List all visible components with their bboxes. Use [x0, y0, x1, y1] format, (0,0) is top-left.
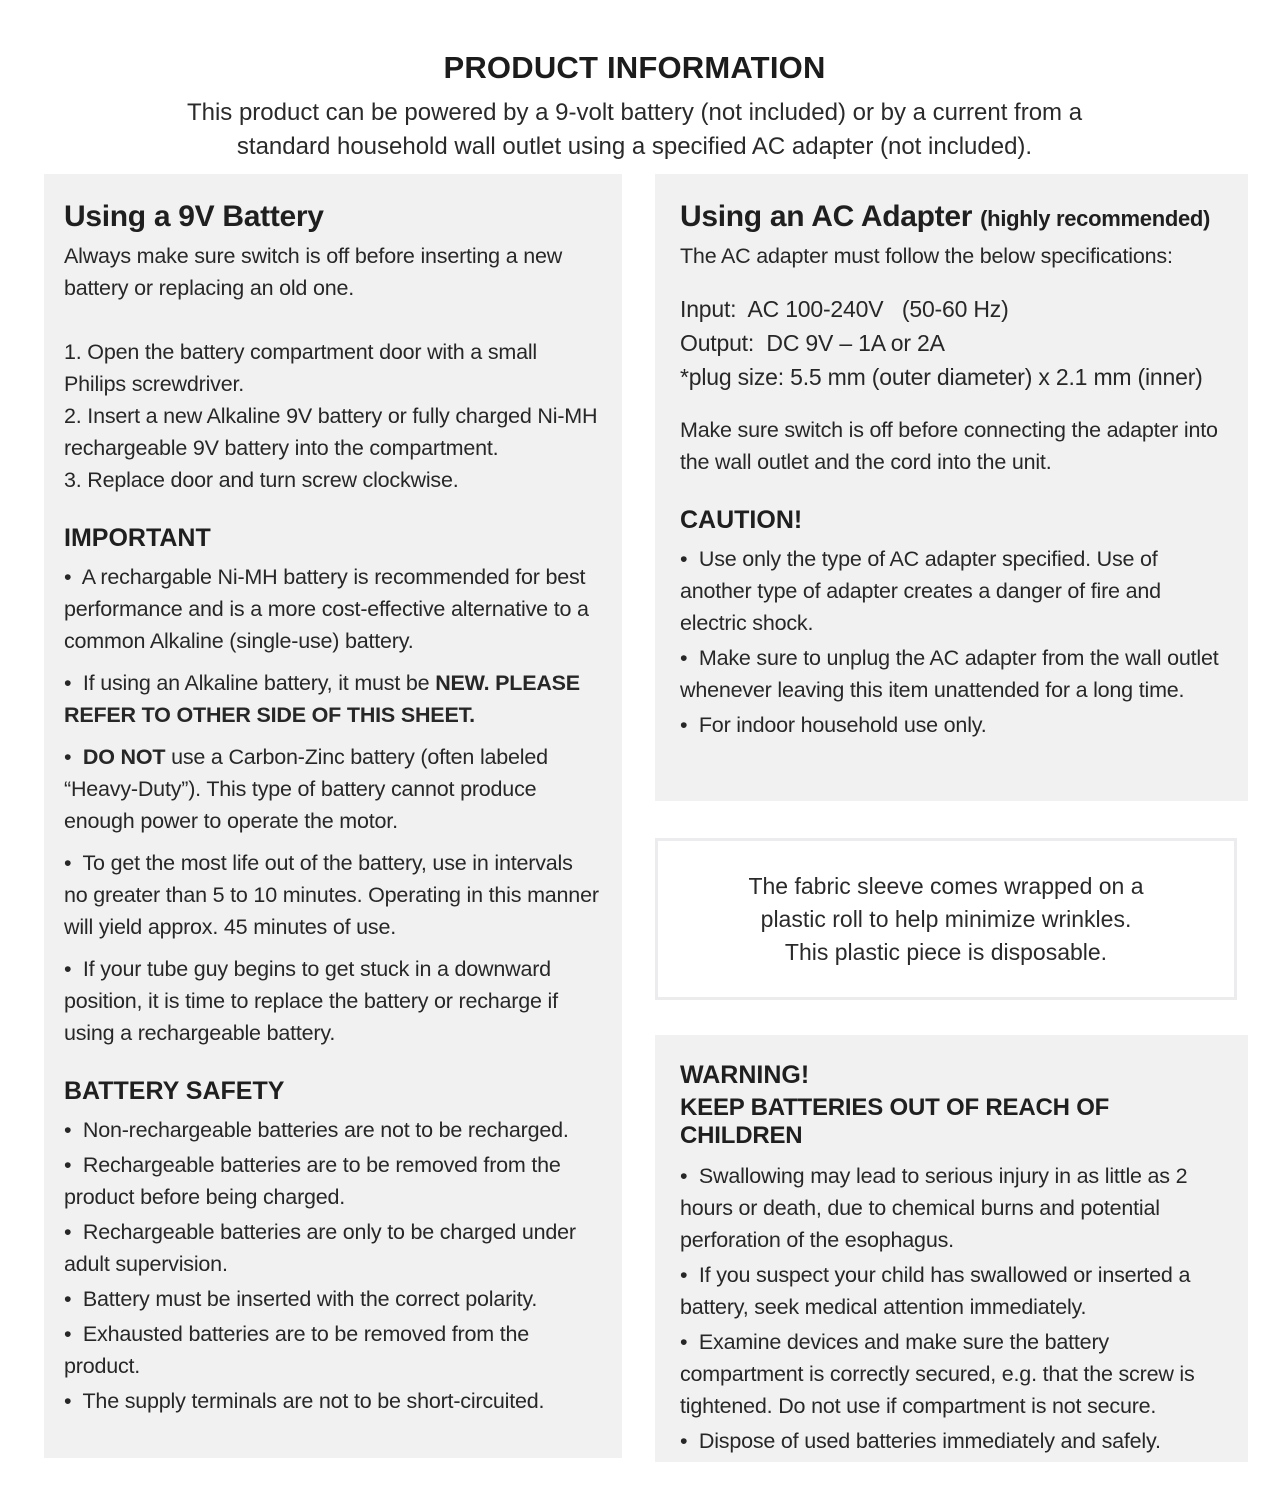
safety-item: • Exhausted batteries are to be removed from the product.: [64, 1322, 530, 1378]
bullet-marker: •: [680, 547, 699, 571]
battery-safety-heading: BATTERY SAFETY: [64, 1077, 285, 1105]
battery-steps: [64, 336, 600, 496]
step-item: 2. Insert a new Alkaline 9V battery or fully charged Ni-MH rechargeable 9V battery into the compartment.: [64, 404, 598, 460]
subtitle-line: standard household wall outlet using a specified AC adapter (not included).: [236, 133, 1033, 160]
bullet-marker: •: [64, 1118, 83, 1142]
spec-line: Input: AC 100-240V (50-60 Hz): [680, 296, 1009, 322]
bullet-marker: •: [64, 957, 83, 981]
battery-intro: Always make sure switch is off before inserting a new battery or replacing an old one.: [64, 244, 563, 300]
important-heading: IMPORTANT: [64, 524, 211, 552]
bullet-marker: •: [680, 1330, 699, 1354]
caution-list: [680, 543, 1226, 741]
battery-panel: [44, 174, 622, 1458]
important-item: • To get the most life out of the battery, use in intervals no greater than 5 to 10 minutes. Operating in this manner will yield approx. 45 minutes of use.: [64, 851, 599, 939]
page-header: [0, 50, 1269, 164]
sleeve-line: plastic roll to help minimize wrinkles.: [760, 905, 1132, 932]
bullet-marker: •: [64, 745, 83, 769]
safety-item: • Rechargeable batteries are only to be charged under adult supervision.: [64, 1220, 576, 1276]
safety-item: • Non-rechargeable batteries are not to be recharged.: [64, 1118, 569, 1142]
adapter-heading-note: (highly recommended): [980, 206, 1211, 231]
battery-safety-list: [64, 1114, 600, 1417]
caution-item: • Make sure to unplug the AC adapter from the wall outlet whenever leaving this item unattended for a long time.: [680, 646, 1219, 702]
safety-item: • The supply terminals are not to be short-circuited.: [64, 1389, 545, 1413]
important-item: • If using an Alkaline battery, it must be NEW. PLEASE REFER TO OTHER SIDE OF THIS SHEET.: [64, 671, 580, 727]
warning-item: • If you suspect your child has swallowed or inserted a battery, seek medical attention immediately.: [680, 1263, 1191, 1319]
caution-item: • For indoor household use only.: [680, 713, 987, 737]
caution-heading: CAUTION!: [680, 506, 803, 534]
bullet-marker: •: [680, 713, 699, 737]
bullet-marker: •: [680, 1429, 699, 1453]
warning-item: • Swallowing may lead to serious injury in as little as 2 hours or death, due to chemical burns and potential perforation of the esophagus.: [680, 1164, 1188, 1252]
spec-line: Output: DC 9V – 1A or 2A: [680, 330, 945, 356]
bullet-marker: •: [64, 671, 83, 695]
adapter-note: Make sure switch is off before connecting the adapter into the wall outlet and the cord into the unit.: [680, 418, 1218, 474]
bullet-marker: •: [64, 1322, 83, 1346]
safety-item: • Battery must be inserted with the correct polarity.: [64, 1287, 538, 1311]
sleeve-note-panel: [655, 838, 1237, 1000]
adapter-panel: [655, 174, 1248, 801]
adapter-heading: [680, 200, 1226, 234]
subtitle-line: This product can be powered by a 9-volt battery (not included) or by a current from a: [186, 99, 1083, 126]
warning-item: • Examine devices and make sure the battery compartment is correctly secured, e.g. that the screw is tightened. Do not use if compartment is not secure.: [680, 1330, 1195, 1418]
warning-heading: WARNING!: [680, 1061, 810, 1089]
important-item: • If your tube guy begins to get stuck in a downward position, it is time to replace the battery or recharge if using a rechargeable battery.: [64, 957, 558, 1045]
bullet-marker: •: [64, 851, 83, 875]
warning-subheading: KEEP BATTERIES OUT OF REACH OF CHILDREN: [680, 1094, 1110, 1149]
bullet-marker: •: [64, 1220, 83, 1244]
important-list: [64, 561, 600, 1049]
page-title: PRODUCT INFORMATION: [443, 50, 826, 85]
bullet-marker: •: [680, 1263, 699, 1287]
sleeve-note-text: [658, 870, 1234, 969]
warning-panel: [655, 1035, 1248, 1462]
battery-heading: Using a 9V Battery: [64, 200, 324, 233]
caution-item: • Use only the type of AC adapter specified. Use of another type of adapter creates a danger of fire and electric shock.: [680, 547, 1161, 635]
bullet-marker: •: [64, 565, 82, 589]
bullet-marker: •: [64, 1153, 83, 1177]
warning-item: • Dispose of used batteries immediately and safely.: [680, 1429, 1161, 1453]
adapter-specs: [680, 292, 1226, 394]
bullet-marker: •: [64, 1287, 83, 1311]
warning-list: [680, 1160, 1226, 1457]
sleeve-line: The fabric sleeve comes wrapped on a: [748, 872, 1144, 899]
important-item: • DO NOT use a Carbon-Zinc battery (often labeled “Heavy-Duty”). This type of battery cannot produce enough power to operate the motor.: [64, 745, 548, 833]
important-item: • A rechargable Ni-MH battery is recommended for best performance and is a more cost-effective alternative to a common Alkaline (single-use) battery.: [64, 565, 589, 653]
step-item: 1. Open the battery compartment door with a small Philips screwdriver.: [64, 340, 537, 396]
bullet-marker: •: [680, 646, 699, 670]
safety-item: • Rechargeable batteries are to be removed from the product before being charged.: [64, 1153, 561, 1209]
bullet-marker: •: [680, 1164, 699, 1188]
spec-line: *plug size: 5.5 mm (outer diameter) x 2.1 mm (inner): [680, 364, 1203, 390]
bullet-marker: •: [64, 1389, 83, 1413]
step-item: 3. Replace door and turn screw clockwise.: [64, 468, 459, 492]
adapter-heading-text: Using an AC Adapter: [680, 200, 973, 233]
adapter-intro: The AC adapter must follow the below specifications:: [680, 244, 1173, 268]
sleeve-line: This plastic piece is disposable.: [784, 938, 1108, 965]
page-subtitle: [0, 96, 1269, 164]
